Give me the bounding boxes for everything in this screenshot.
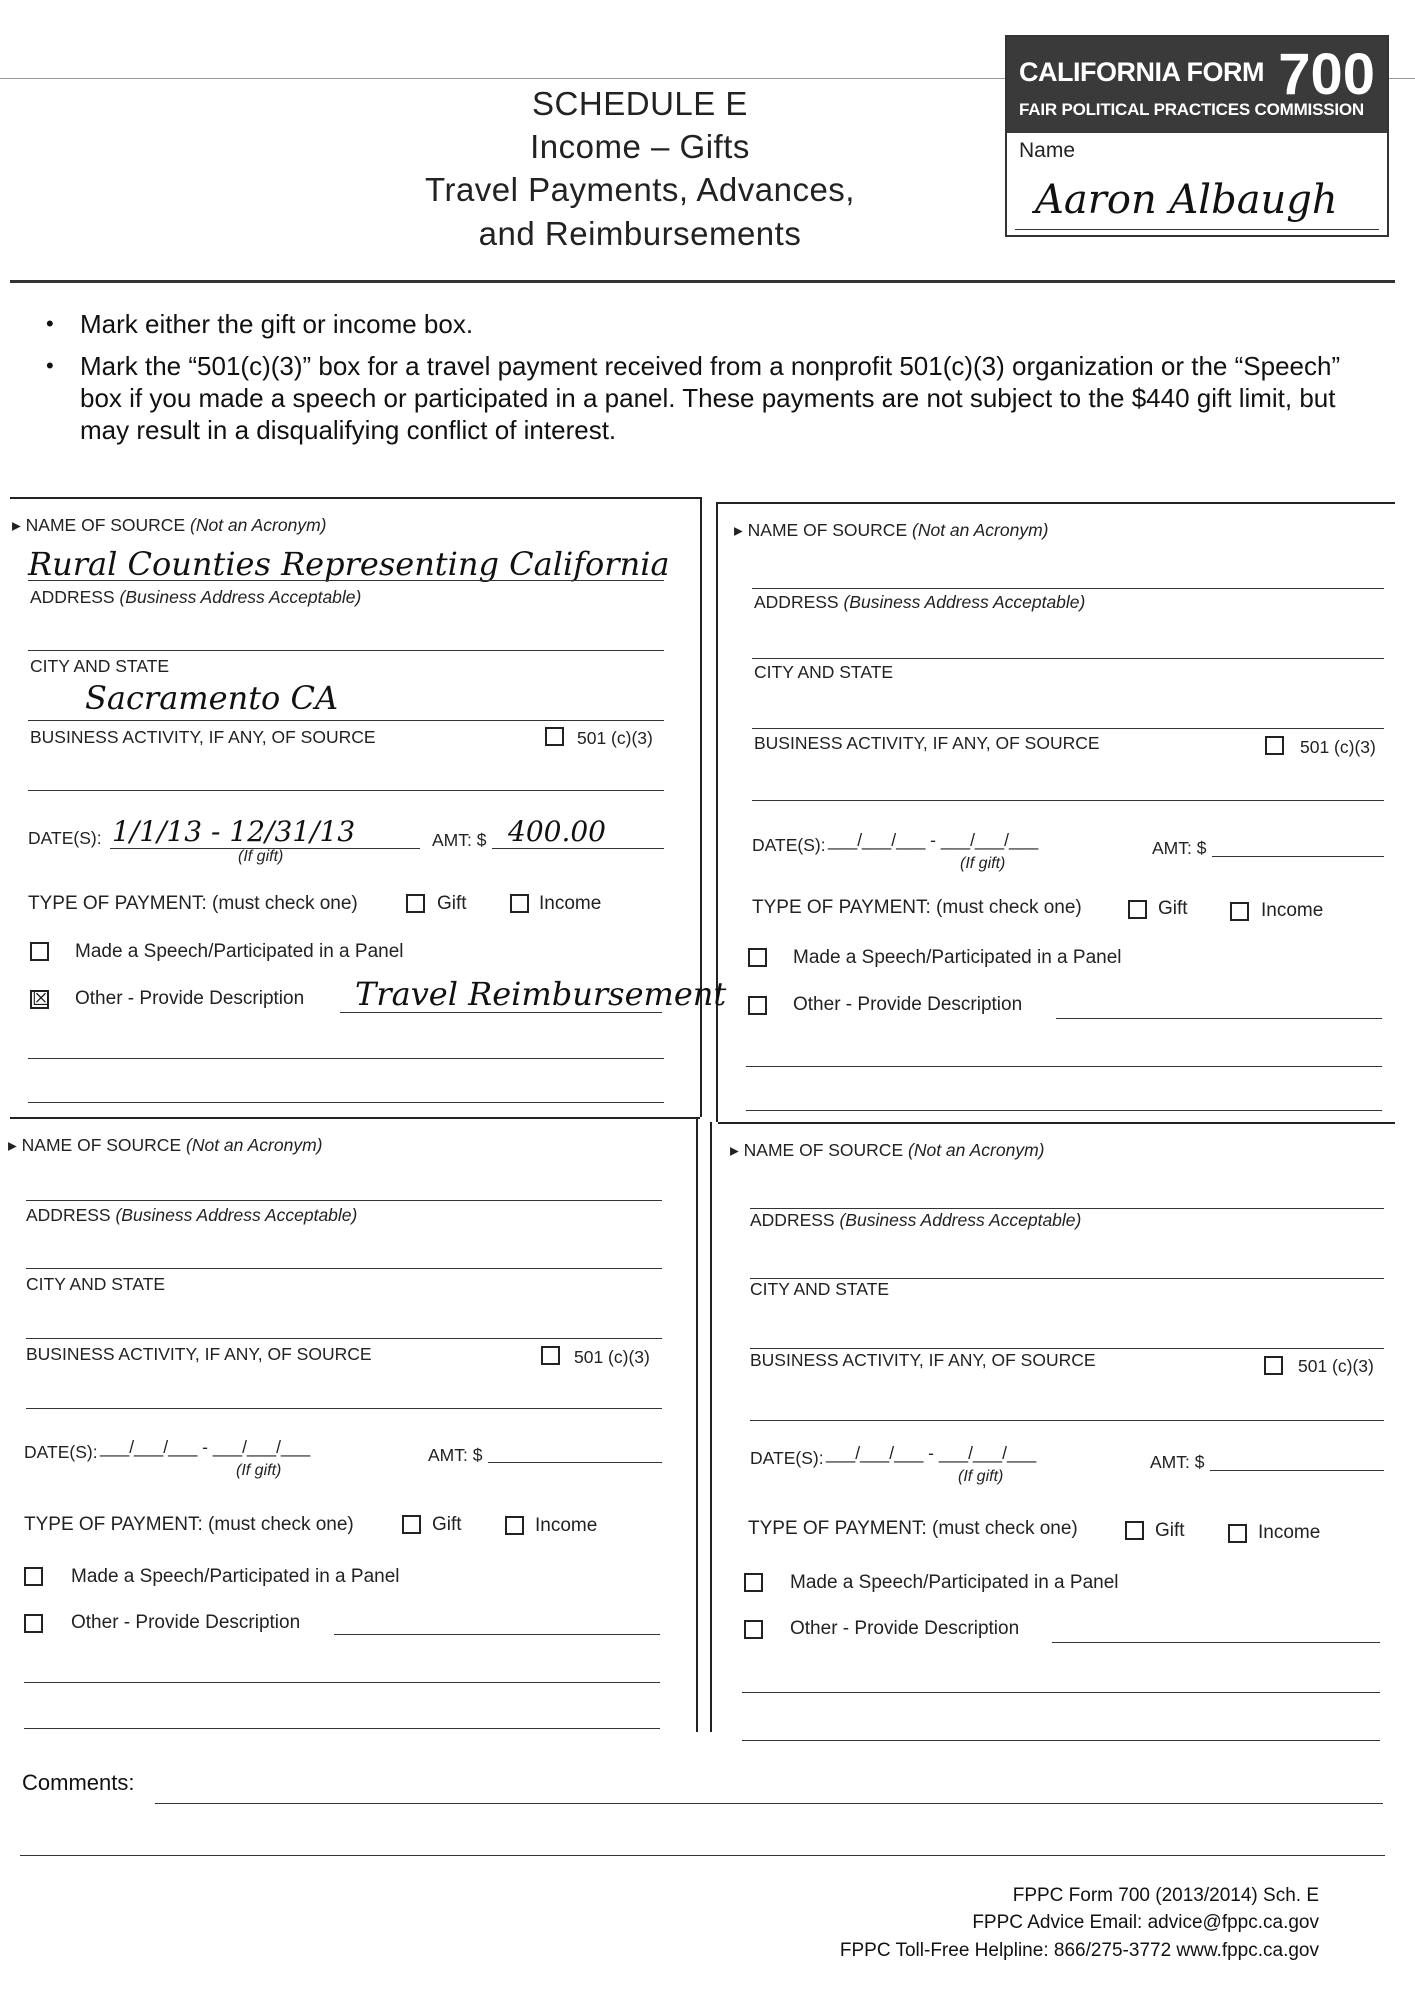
- c3-label: 501 (c)(3): [574, 1347, 650, 1367]
- amount-label: AMT: $: [1152, 838, 1207, 858]
- other-description-field[interactable]: Travel Reimbursement: [355, 975, 727, 1013]
- business-activity-label: BUSINESS ACTIVITY, IF ANY, OF SOURCE: [26, 1344, 372, 1364]
- type-of-payment-label: TYPE OF PAYMENT: (must check one): [28, 893, 358, 914]
- speech-label: Made a Speech/Participated in a Panel: [71, 1566, 400, 1587]
- other-label: Other - Provide Description: [790, 1618, 1020, 1639]
- speech-label: Made a Speech/Participated in a Panel: [790, 1572, 1119, 1593]
- instruction-item: • Mark either the gift or income box.: [40, 308, 1370, 340]
- name-of-source-line: [750, 1208, 1384, 1209]
- form-id-box: [1005, 35, 1389, 237]
- address-label: ADDRESS (Business Address Acceptable): [26, 1205, 358, 1225]
- type-of-payment-label: TYPE OF PAYMENT: (must check one): [752, 897, 1082, 918]
- name-of-source-line: [752, 588, 1384, 589]
- amount-label: AMT: $: [432, 830, 487, 850]
- grid-top-right: [718, 502, 1395, 504]
- c3-checkbox[interactable]: [1265, 736, 1284, 755]
- grid-top-left: [10, 497, 700, 499]
- other-label: Other - Provide Description: [75, 988, 305, 1009]
- description-line-2: [28, 1058, 664, 1059]
- name-of-source-label: ▸ NAME OF SOURCE (Not an Acronym): [734, 520, 1049, 540]
- income-label: Income: [1258, 1522, 1321, 1543]
- amount-label: AMT: $: [428, 1445, 483, 1465]
- name-of-source-field[interactable]: Rural Counties Representing California: [28, 545, 670, 583]
- dates-field[interactable]: ___/___/___ - ___/___/___: [828, 830, 1039, 850]
- income-checkbox[interactable]: [1230, 902, 1249, 921]
- amount-line: [1212, 856, 1384, 857]
- speech-checkbox[interactable]: [24, 1567, 43, 1586]
- dates-label: DATE(S):: [750, 1448, 824, 1468]
- grid-vertical-top-left: [700, 497, 702, 1117]
- amount-label: AMT: $: [1150, 1452, 1205, 1472]
- comments-label: Comments:: [22, 1770, 135, 1795]
- grid-mid-right: [718, 1122, 1395, 1124]
- instructions: [40, 308, 1370, 456]
- business-activity-label: BUSINESS ACTIVITY, IF ANY, OF SOURCE: [750, 1350, 1096, 1370]
- gift-label: Gift: [1155, 1520, 1185, 1541]
- business-activity-label: BUSINESS ACTIVITY, IF ANY, OF SOURCE: [754, 733, 1100, 753]
- gift-label: Gift: [437, 893, 467, 914]
- c3-checkbox[interactable]: [1264, 1356, 1283, 1375]
- amount-line: [1210, 1470, 1384, 1471]
- gift-label: Gift: [432, 1514, 462, 1535]
- income-label: Income: [1261, 900, 1324, 921]
- business-activity-line: [26, 1408, 662, 1409]
- title-line-3: Travel Payments, Advances,: [425, 171, 855, 208]
- gift-checkbox[interactable]: [1125, 1521, 1144, 1540]
- description-line-2: [742, 1692, 1380, 1693]
- comments-line-2: [20, 1855, 1385, 1856]
- other-description-line: [1052, 1642, 1380, 1643]
- helpline: FPPC Toll-Free Helpline: 866/275-3772 www.fppc.ca.gov: [839, 1940, 1319, 1961]
- description-line-3: [28, 1102, 664, 1103]
- if-gift-note: (If gift): [236, 1462, 282, 1479]
- grid-vertical-top-right: [716, 502, 718, 1122]
- address-line: [28, 650, 664, 651]
- description-line-3: [24, 1728, 660, 1729]
- city-state-line: [752, 728, 1384, 729]
- name-of-source-label: ▸ NAME OF SOURCE (Not an Acronym): [12, 515, 327, 535]
- gift-checkbox[interactable]: [406, 894, 425, 913]
- business-activity-line: [750, 1420, 1384, 1421]
- advice-email: FPPC Advice Email: advice@fppc.ca.gov: [972, 1912, 1319, 1933]
- other-label: Other - Provide Description: [793, 994, 1023, 1015]
- income-checkbox[interactable]: [510, 894, 529, 913]
- income-checkbox[interactable]: [1228, 1524, 1247, 1543]
- income-label: Income: [539, 893, 602, 914]
- c3-label: 501 (c)(3): [577, 728, 653, 748]
- other-checkbox[interactable]: [748, 996, 767, 1015]
- filer-name-field[interactable]: Aaron Albaugh: [1035, 177, 1338, 223]
- other-checkbox[interactable]: [744, 1620, 763, 1639]
- type-of-payment-label: TYPE OF PAYMENT: (must check one): [24, 1514, 354, 1535]
- title-line-1: SCHEDULE E: [532, 85, 748, 122]
- grid-mid-left: [10, 1117, 700, 1119]
- name-of-source-line: [28, 580, 664, 581]
- city-state-line: [26, 1338, 662, 1339]
- form-reference: FPPC Form 700 (2013/2014) Sch. E: [1012, 1885, 1319, 1906]
- description-line-2: [746, 1066, 1382, 1067]
- name-of-source-line: [26, 1200, 662, 1201]
- gift-checkbox[interactable]: [1128, 900, 1147, 919]
- gift-label: Gift: [1158, 898, 1188, 919]
- speech-checkbox[interactable]: [744, 1573, 763, 1592]
- dates-field[interactable]: 1/1/13 - 12/31/13: [112, 815, 356, 848]
- filer-name-label: Name: [1019, 139, 1076, 162]
- c3-label: 501 (c)(3): [1298, 1356, 1374, 1376]
- form-id-header: [1007, 37, 1387, 133]
- filer-name-underline: [1015, 229, 1379, 230]
- description-line-3: [742, 1740, 1380, 1741]
- city-state-line: [28, 720, 664, 721]
- if-gift-note: (If gift): [238, 848, 284, 865]
- amount-line: [492, 848, 664, 849]
- if-gift-note: (If gift): [960, 855, 1006, 872]
- name-of-source-label: ▸ NAME OF SOURCE (Not an Acronym): [8, 1135, 323, 1155]
- instruction-item: • Mark the “501(c)(3)” box for a travel payment received from a nonprofit 501(c)(3) organization or the “Speech” box if you made a speech or participated in a panel. These payments are not subject to the $440 gift limit, but may result in a disqualifying conflict of interest.: [40, 350, 1370, 446]
- speech-label: Made a Speech/Participated in a Panel: [793, 947, 1122, 968]
- speech-checkbox[interactable]: [30, 942, 49, 961]
- city-state-label: CITY AND STATE: [26, 1274, 166, 1294]
- business-activity-line: [752, 800, 1384, 801]
- grid-vertical-bottom-left: [696, 1117, 698, 1732]
- income-label: Income: [535, 1515, 598, 1536]
- dates-field[interactable]: ___/___/___ - ___/___/___: [100, 1437, 311, 1457]
- gift-checkbox[interactable]: [402, 1515, 421, 1534]
- other-description-line: [340, 1012, 662, 1013]
- amount-field[interactable]: 400.00: [508, 815, 606, 848]
- grid-vertical-bottom-right: [710, 1122, 712, 1732]
- address-label: ADDRESS (Business Address Acceptable): [754, 592, 1086, 612]
- city-state-label: CITY AND STATE: [754, 662, 894, 682]
- dates-label: DATE(S):: [752, 835, 826, 855]
- dates-field[interactable]: ___/___/___ - ___/___/___: [826, 1443, 1037, 1463]
- dates-label: DATE(S):: [24, 1442, 98, 1462]
- form-number: 700: [1278, 42, 1375, 107]
- business-activity-label: BUSINESS ACTIVITY, IF ANY, OF SOURCE: [30, 727, 376, 747]
- title-line-2: Income – Gifts: [530, 128, 750, 165]
- amount-line: [488, 1462, 662, 1463]
- speech-checkbox[interactable]: [748, 948, 767, 967]
- other-description-line: [334, 1634, 660, 1635]
- agency-name: FAIR POLITICAL PRACTICES COMMISSION: [1019, 100, 1364, 119]
- address-line: [752, 658, 1384, 659]
- if-gift-note: (If gift): [958, 1468, 1004, 1485]
- name-of-source-label: ▸ NAME OF SOURCE (Not an Acronym): [730, 1140, 1045, 1160]
- city-state-label: CITY AND STATE: [30, 656, 170, 676]
- c3-label: 501 (c)(3): [1300, 737, 1376, 757]
- address-line: [26, 1268, 662, 1269]
- header-divider: [10, 280, 1395, 283]
- other-checkbox[interactable]: [24, 1614, 43, 1633]
- other-description-line: [1056, 1018, 1382, 1019]
- title-line-4: and Reimbursements: [478, 215, 802, 252]
- c3-checkbox[interactable]: [541, 1346, 560, 1365]
- speech-label: Made a Speech/Participated in a Panel: [75, 941, 404, 962]
- other-label: Other - Provide Description: [71, 1612, 301, 1633]
- form-label: CALIFORNIA FORM: [1019, 57, 1264, 87]
- city-state-label: CITY AND STATE: [750, 1279, 890, 1299]
- c3-checkbox[interactable]: [545, 727, 564, 746]
- city-state-line: [750, 1348, 1384, 1349]
- description-line-2: [24, 1682, 660, 1683]
- city-state-field[interactable]: Sacramento CA: [85, 679, 339, 717]
- income-checkbox[interactable]: [505, 1516, 524, 1535]
- address-label: ADDRESS (Business Address Acceptable): [750, 1210, 1082, 1230]
- other-checkbox[interactable]: ☒: [32, 988, 50, 1010]
- description-line-3: [746, 1110, 1382, 1111]
- type-of-payment-label: TYPE OF PAYMENT: (must check one): [748, 1518, 1078, 1539]
- comments-line-1: [155, 1803, 1383, 1804]
- address-label: ADDRESS (Business Address Acceptable): [30, 587, 362, 607]
- business-activity-line: [28, 790, 664, 791]
- dates-label: DATE(S):: [28, 828, 102, 848]
